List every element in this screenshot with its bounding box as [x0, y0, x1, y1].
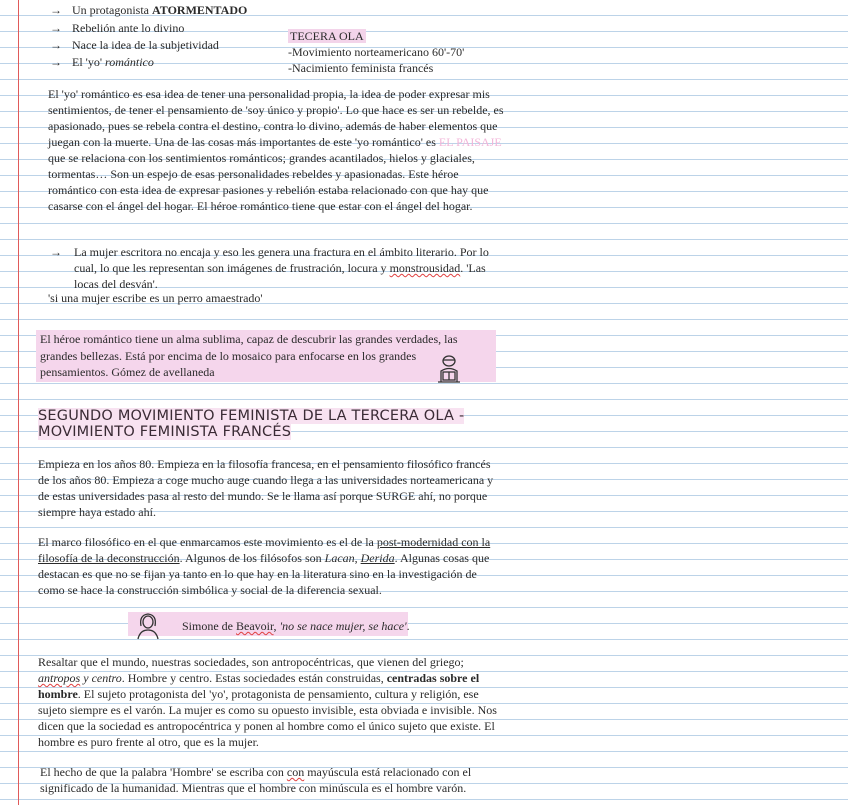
notebook-margin-line — [18, 0, 19, 805]
bullet-mujer-escritora: La mujer escritora no encaja y eso les genera una fractura en el ámbito literario. Por lo cual, lo que les representan son imágenes de frustración, locura y monstrousidad. 'Las locas del desván'. — [74, 245, 489, 291]
paragraph-antropocentricas: Resaltar que el mundo, nuestras sociedades, son antropocéntricas, que vienen del griego; antropos y centro. Hombre y centro. Estas sociedades están construidas, centradas sobre el hombre. El sujeto protagonista del 'yo', protagonista de pensamiento, cultura y religión, ese sujeto siempre es el varón. La mujer es como su opuesto invisible, esta obviada e invisible. Nos dicen que la sociedad es antropocéntrica y ponen al hombre como el único sujeto que existe. El hombre es puro frente al otro, que es la mujer. — [38, 655, 497, 749]
tercera-ola-line-1: -Movimiento norteamericano 60'-70' — [288, 45, 465, 59]
tercera-ola-note — [288, 28, 464, 76]
arrow-icon: → — [50, 245, 62, 259]
paragraph-yo-romantico: El 'yo' romántico es esa idea de tener una personalidad propia, la idea de poder expresar mis sentimientos, de tener el pensamiento de 'soy único y propio'. Lo que hace es ser un rebelde, es apasionado, pues se rebela contra el destino, contra lo divino, además de haber elementos que juegan con la muerte. Una de las cosas más importantes de este 'yo romántico' es EL PAISAJE que se relaciona con los sentimientos románticos; grandes acantilados, hielos y glaciales, tormentas… Son un espejo de esas personalidades rebeldes y apasionadas. Este héroe romántico con esta idea de expresar pasiones y rebelión estaba relacionado con que hay que casarse con el ángel del hogar. El héroe romántico tiene que estar con el ángel del hogar. — [48, 87, 504, 213]
simone-quote: Simone de Beavoir, 'no se nace mujer, se hace'. — [182, 619, 410, 633]
arrow-icon: → — [50, 38, 62, 52]
arrow-icon: → — [50, 3, 62, 17]
paragraph-hombre-mayuscula: El hecho de que la palabra 'Hombre' se escriba con con mayúscula está relacionado con el significado de la humanidad. Mientras que el hombre con minúscula es el hombre varón. — [40, 765, 472, 795]
tercera-ola-title: TECERA OLA — [290, 29, 364, 43]
highlight-el-paisaje: EL PAISAJE — [438, 135, 502, 149]
quote-heroe-romantico: El héroe romántico tiene un alma sublima, capaz de descubrir las grandes verdades, las grandes bellezas. Está por encima de lo mosaico para enfocarse en los grandes pensamientos. Gómez de avellaneda — [40, 332, 458, 379]
bullet-yo-romantico: → El 'yo' romántico — [50, 55, 154, 69]
arrow-icon: → — [50, 21, 62, 35]
section-title: SEGUNDO MOVIMIENTO FEMINISTA DE LA TERCERA OLA - MOVIMIENTO FEMINISTA FRANCÉS — [38, 408, 465, 440]
bullet-rebelion: → Rebelión ante lo divino — [50, 21, 185, 35]
underlined-postmodernidad: post-modernidad con la filosofía de la deconstrucción — [38, 535, 491, 565]
paragraph-marco-filosofico: El marco filosófico en el que enmarcamos este movimiento es el de la post-modernidad con la filosofía de la deconstrucción. Algunos de los filósofos son Lacan, Derida. Algunas cosas que destacan es que no se fijan ya tanto en lo que hay en la literatura sino en la investigación de como se hace la construcción simbólica y social de la diferencia sexual. — [38, 535, 491, 597]
bullet-protagonista: → Un protagonista ATORMENTADO — [50, 3, 248, 17]
quote-perro-amaestrado: 'si una mujer escribe es un perro amaestrado' — [48, 291, 263, 305]
arrow-icon: → — [50, 55, 62, 69]
woman-portrait-icon — [136, 612, 160, 640]
tercera-ola-line-2: -Nacimiento feminista francés — [288, 61, 434, 75]
paragraph-anos-80: Empieza en los años 80. Empieza en la filosofía francesa, en el pensamiento filosófico francés de los años 80. Empieza a coge mucho auge cuando llega a las universidades norteamericana y de estas universidades pasa al resto del mundo. Se le llama así porque SURGE ahí, no porque siempre haya estado ahí. — [38, 457, 494, 519]
bullet-subjetividad: → Nace la idea de la subjetividad — [50, 38, 219, 52]
reader-figure-icon — [434, 354, 464, 384]
misspelled-word: monstrousidad — [389, 261, 461, 275]
